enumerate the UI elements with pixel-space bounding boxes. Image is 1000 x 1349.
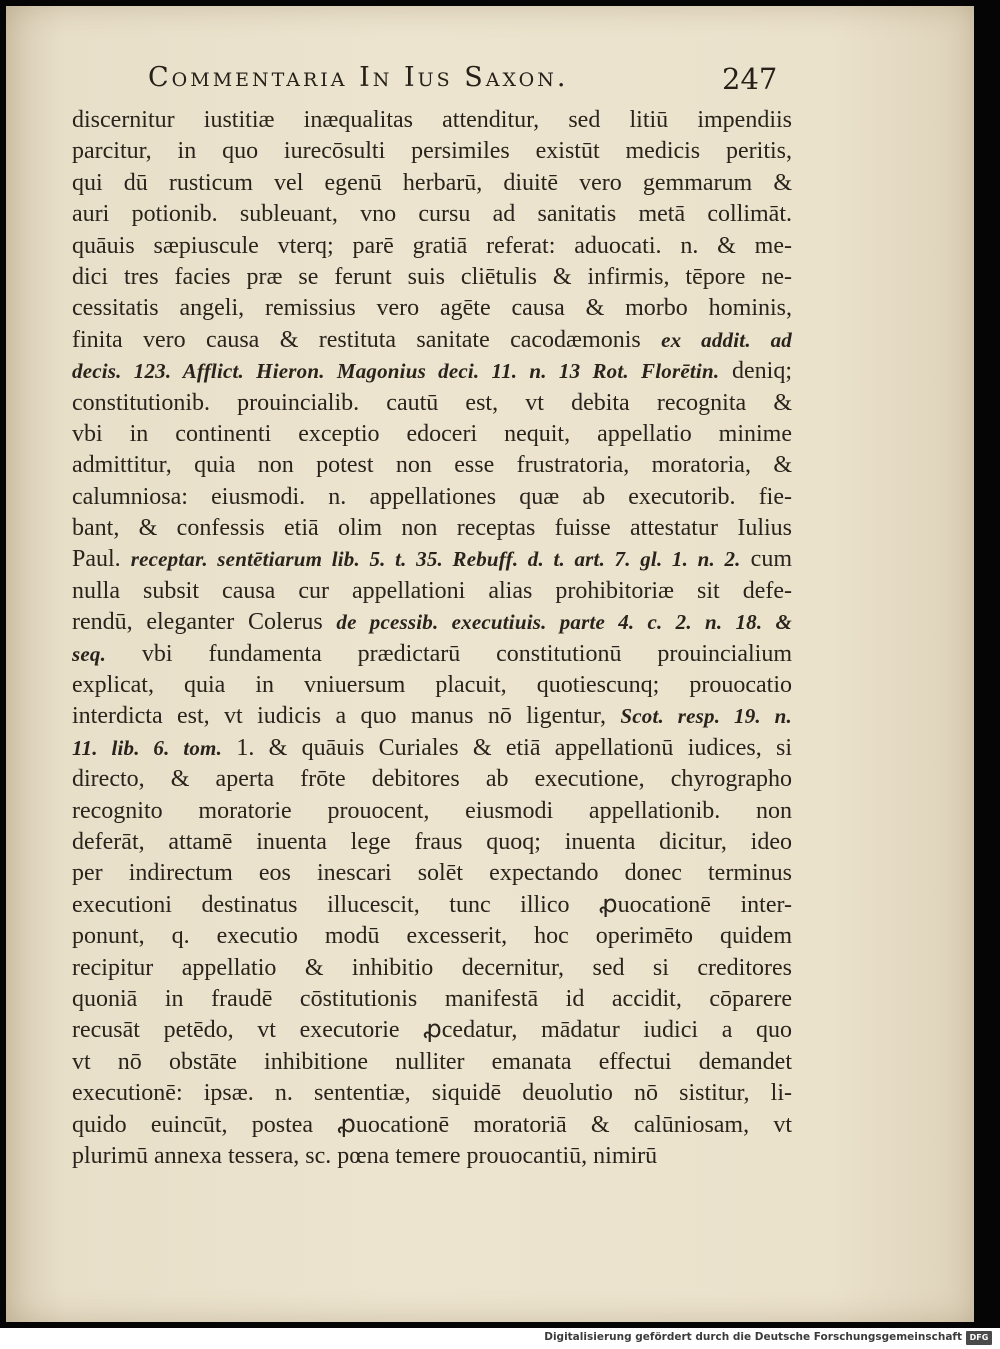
text-segment: qui dū rusticum vel egenū herbarū, diuitē vero gemmarum & [72, 169, 792, 196]
legal-citation: 11. lib. 6. tom. [72, 735, 223, 760]
text-segment: recusāt petēdo, vt executorie ꝓcedatur, mādatur iudici a quo [72, 1017, 792, 1044]
text-segment: calumniosa: eiusmodi. n. appellationes quæ ab executorib. fie- [72, 483, 792, 510]
text-segment: bant, & confessis etiā olim non receptas fuisse attestatur Iulius [72, 515, 792, 542]
text-line [72, 1110, 792, 1141]
text-line [72, 544, 792, 575]
text-line [72, 890, 792, 921]
text-segment: parcitur, in quo iurecōsulti persimiles existūt medicis peritis, [72, 138, 792, 165]
text-segment: vbi fundamenta prædictarū constitutionū prouincialium [106, 640, 792, 667]
text-segment: ponunt, q. executio modū excesserit, hoc operimēto quidem [72, 923, 792, 950]
text-segment: discernitur iustitiæ inæqualitas attenditur, sed litiū impendiis [72, 107, 792, 133]
text-segment: deniq; [719, 358, 792, 385]
text-segment: vt nō obstāte inhibitione nulliter emanata effectui demandet [72, 1048, 792, 1075]
text-segment: cum [740, 546, 793, 573]
text-line [72, 858, 792, 889]
text-line [72, 1078, 792, 1109]
page-number: 247 [722, 62, 778, 96]
body-text [72, 105, 792, 1172]
text-line [72, 293, 792, 324]
text-line [72, 262, 792, 293]
legal-citation: Scot. resp. 19. n. [620, 704, 793, 729]
running-head: Commentaria In Ius Saxon. [148, 62, 569, 93]
text-line [72, 388, 792, 419]
text-segment: admittitur, quia non potest non esse frustratoria, moratoria, & [72, 452, 792, 479]
text-segment: recognito moratorie prouocent, eiusmodi appellationib. non [72, 797, 792, 824]
text-segment: quido euincūt, postea ꝓuocationē moratoriā & calūniosam, vt [72, 1111, 792, 1138]
text-line [72, 764, 792, 795]
text-segment: dici tres facies præ se ferunt suis cliētulis & infirmis, tēpore ne- [72, 263, 792, 290]
text-segment: vbi in continenti exceptio edoceri nequit, appellatio minime [72, 420, 792, 447]
text-segment: plurimū annexa tessera, sc. pœna temere prouocantiū, nimirū [72, 1142, 658, 1169]
text-line [72, 325, 792, 356]
text-segment: interdicta est, vt iudicis a quo manus nō ligentur, [72, 703, 621, 730]
text-line [72, 607, 792, 638]
text-line [72, 136, 792, 167]
text-line [72, 199, 792, 230]
text-segment: nulla subsit causa cur appellationi alias prohibitoriæ sit defe- [72, 577, 792, 604]
text-line [72, 1141, 792, 1172]
text-segment: directo, & aperta frōte debitores ab executione, chyrographo [72, 766, 792, 793]
text-line [72, 513, 792, 544]
text-line [72, 168, 792, 199]
legal-citation: ex addit. ad [661, 327, 792, 352]
text-line [72, 231, 792, 262]
text-line [72, 1047, 792, 1078]
text-line [72, 827, 792, 858]
text-line [72, 953, 792, 984]
legal-citation: de pcessib. executiuis. parte 4. c. 2. n. 18. & [336, 610, 793, 635]
text-line [72, 1015, 792, 1046]
text-segment: constitutionib. prouincialib. cautū est, vt debita recognita & [72, 389, 792, 416]
dfg-logo-icon: DFG [966, 1331, 992, 1345]
legal-citation: decis. 123. Afflict. Hieron. Magonius deci. 11. n. 13 Rot. Florētin. [72, 359, 720, 384]
text-segment: Paul. [72, 546, 131, 573]
text-line [72, 419, 792, 450]
text-line [72, 450, 792, 481]
footer-bar [0, 1328, 1000, 1349]
text-segment: recipitur appellatio & inhibitio decernitur, sed si creditores [72, 954, 792, 981]
text-segment: executioni destinatus illucescit, tunc illico ꝓuocationē inter- [72, 891, 792, 918]
text-line [72, 733, 792, 764]
text-line [72, 576, 792, 607]
text-line [72, 105, 792, 136]
legal-citation: seq. [72, 641, 107, 666]
text-segment: cessitatis angeli, remissius vero agēte causa & morbo hominis, [72, 295, 792, 322]
text-line [72, 670, 792, 701]
text-line [72, 921, 792, 952]
funding-credit: Digitalisierung gefördert durch die Deutsche Forschungsgemeinschaft [544, 1331, 962, 1343]
text-line [72, 701, 792, 732]
text-segment: quāuis sæpiuscule vterq; parē gratiā referat: aduocati. n. & me- [72, 232, 792, 259]
text-segment: rendū, eleganter Colerus [72, 609, 337, 636]
text-line [72, 639, 792, 670]
text-line [72, 796, 792, 827]
text-segment: executionē: ipsæ. n. sententiæ, siquidē deuolutio nō sistitur, li- [72, 1080, 792, 1107]
text-line [72, 482, 792, 513]
text-segment: deferāt, attamē inuenta lege fraus quoq; inuenta dicitur, ideo [72, 828, 792, 855]
text-segment: explicat, quia in vniuersum placuit, quotiescunq; prouocatio [72, 672, 792, 699]
text-segment: finita vero causa & restituta sanitate cacodæmonis [72, 326, 662, 353]
text-segment: 1. & quāuis Curiales & etiā appellationū iudices, si [222, 734, 792, 761]
text-segment: quoniā in fraudē cōstitutionis manifestā id accidit, cōparere [72, 985, 792, 1012]
book-page [6, 6, 974, 1322]
text-line [72, 356, 792, 387]
legal-citation: receptar. sentētiarum lib. 5. t. 35. Rebuff. d. t. art. 7. gl. 1. n. 2. [130, 547, 741, 572]
text-line [72, 984, 792, 1015]
text-segment: per indirectum eos inescari solēt expectando donec terminus [72, 860, 792, 887]
text-segment: auri potionib. subleuant, vno cursu ad sanitatis metā collimāt. [72, 201, 792, 228]
